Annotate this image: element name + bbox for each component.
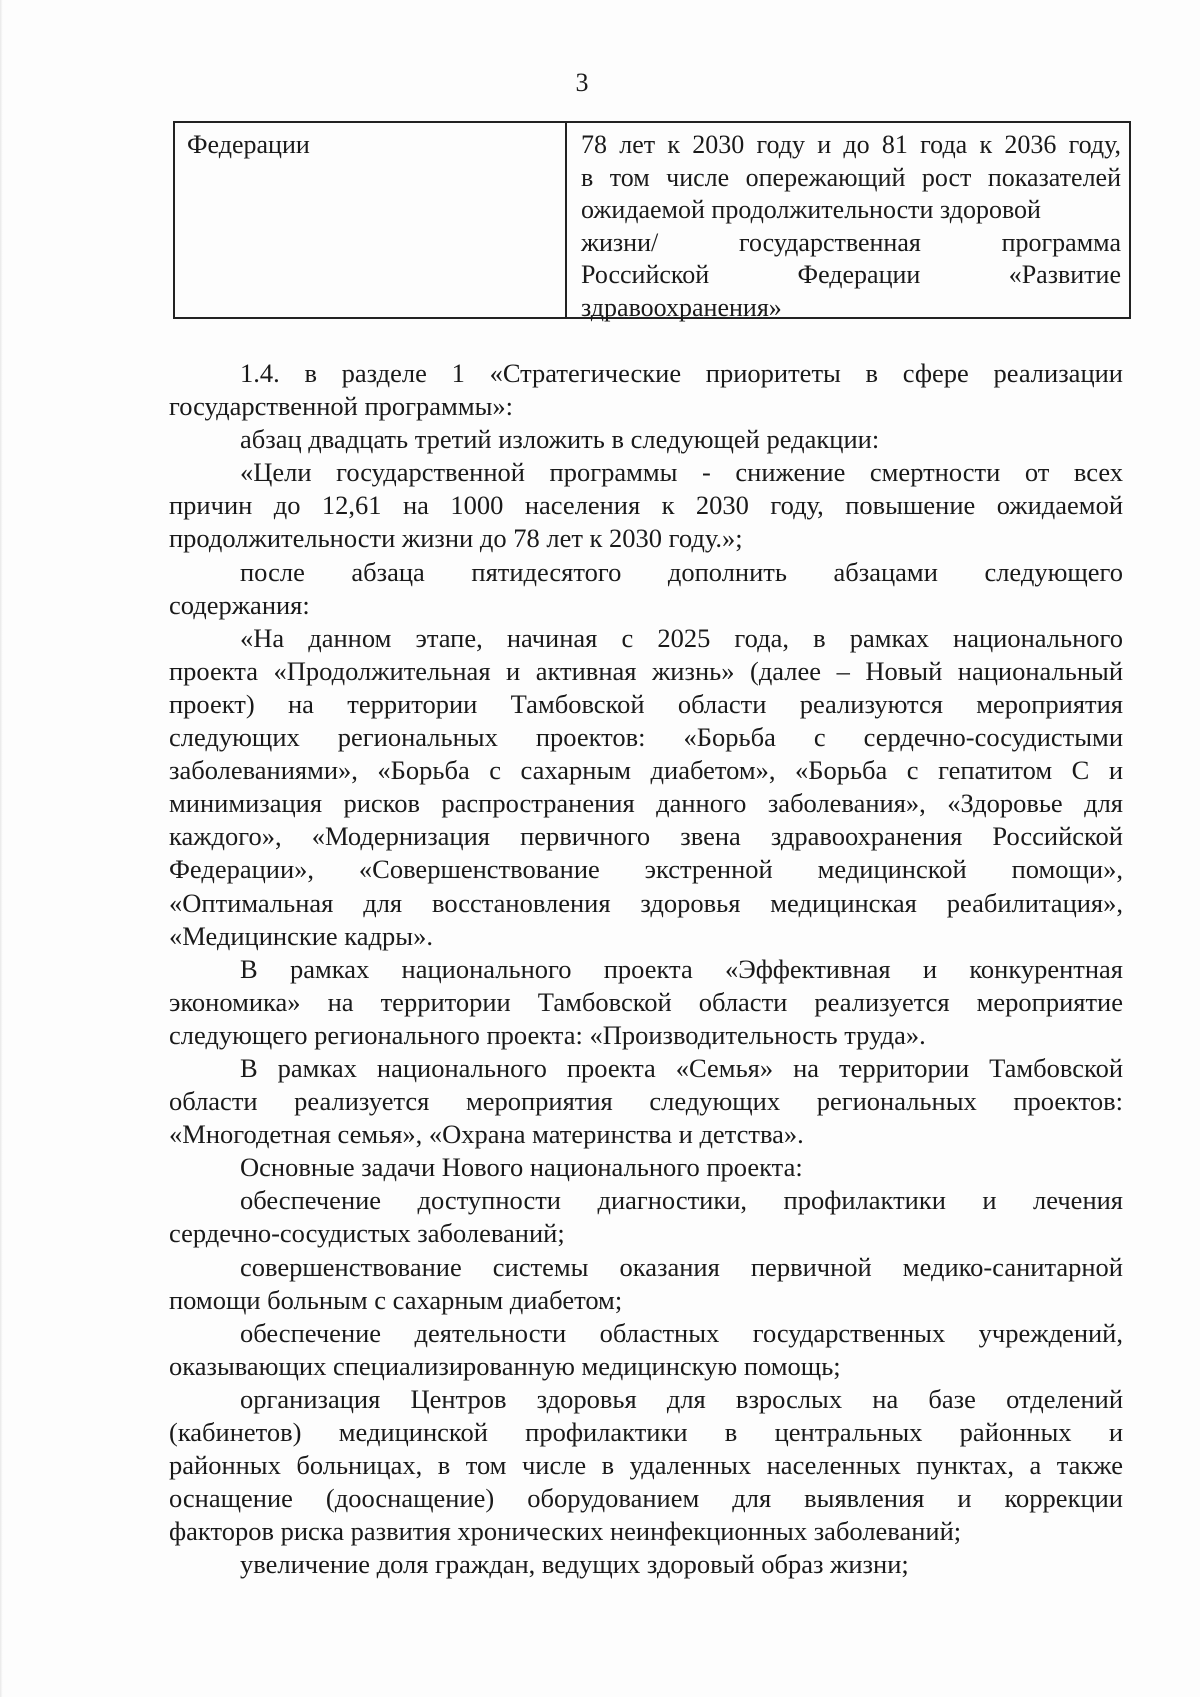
paragraph-line: «Оптимальная для восстановления здоровья медицинская реабилитация», [169, 887, 1123, 918]
paragraph-line: Основные задачи Нового национального проекта: [240, 1152, 803, 1183]
paragraph-line: В рамках национального проекта «Эффективная и конкурентная [240, 953, 1123, 984]
table-line: Российской Федерации «Развитие [581, 260, 1121, 289]
paragraph-line: после абзаца пятидесятого дополнить абзацами следующего [240, 556, 1123, 587]
table-line: жизни/ государственная программа [581, 227, 1121, 257]
table-line: в том числе опережающий рост показателей [581, 162, 1121, 192]
table-line: ожидаемой продолжительности здоровой [581, 195, 1041, 224]
paragraph-line: экономика» на территории Тамбовской области реализуется мероприятие [169, 986, 1123, 1017]
paragraph-line: оказывающих специализированную медицинскую помощь; [169, 1350, 841, 1381]
goals-table [173, 121, 1131, 322]
paragraph-line: проект) на территории Тамбовской области реализуются мероприятия [169, 688, 1123, 719]
paragraph-line: «На данном этапе, начиная с 2025 года, в рамках национального [240, 622, 1123, 653]
paragraph-line: (кабинетов) медицинской профилактики в центральных районных и [169, 1417, 1123, 1447]
page-number: 3 [575, 68, 589, 97]
paragraph-line: организация Центров здоровья для взрослых на базе отделений [240, 1383, 1123, 1414]
paragraph-line: помощи больным с сахарным диабетом; [169, 1284, 623, 1315]
paragraph-line: «Медицинские кадры». [169, 920, 433, 951]
paragraph-line: следующего регионального проекта: «Производительность труда». [169, 1019, 926, 1050]
paragraph-line: содержания: [169, 589, 310, 620]
table-cell-right [567, 123, 1129, 322]
paragraph-line: минимизация рисков распространения данного заболевания», «Здоровье для [169, 788, 1123, 819]
paragraph-line: абзац двадцать третий изложить в следующей редакции: [240, 424, 880, 455]
paragraph-line: оснащение (дооснащение) оборудованием для выявления и коррекции [169, 1483, 1123, 1514]
paragraph-line: государственной программы»: [169, 391, 514, 422]
paragraph-line: следующих региональных проектов: «Борьба с сердечно-сосудистыми [169, 722, 1123, 753]
paragraph-line: увеличение доля граждан, ведущих здоровый образ жизни; [240, 1549, 909, 1580]
paragraph-line: продолжительности жизни до 78 лет к 2030 году.»; [169, 523, 743, 554]
paragraph-line: обеспечение деятельности областных государственных учреждений, [240, 1317, 1123, 1348]
paragraph-line: В рамках национального проекта «Семья» на территории Тамбовской [240, 1052, 1123, 1083]
paragraph-line: области реализуется мероприятия следующих региональных проектов: [169, 1086, 1123, 1117]
paragraph-line: «Многодетная семья», «Охрана материнства и детства». [169, 1119, 804, 1150]
paragraph-line: Федерации», «Совершенствование экстренной медицинской помощи», [169, 854, 1123, 885]
paragraph-line: каждого», «Модернизация первичного звена здравоохранения Российской [169, 821, 1123, 852]
table-cell-left: Федерации [175, 123, 567, 317]
paragraph-line: причин до 12,61 на 1000 населения к 2030 году, повышение ожидаемой [169, 490, 1123, 521]
table-line: здравоохранения» [581, 292, 782, 322]
paragraph-line: районных больницах, в том числе в удаленных населенных пунктах, а также [169, 1450, 1123, 1481]
paragraph-line: сердечно-сосудистых заболеваний; [169, 1218, 565, 1249]
paragraph-line: «Цели государственной программы - снижение смертности от всех [240, 457, 1123, 488]
paragraph-line: факторов риска развития хронических неинфекционных заболеваний; [169, 1516, 962, 1547]
table-line: 78 лет к 2030 году и до 81 года к 2036 году, [581, 130, 1121, 159]
paragraph-line: заболеваниями», «Борьба с сахарным диабетом», «Борьба с гепатитом С и [169, 755, 1123, 786]
document-body [169, 357, 1123, 1581]
paragraph-line: 1.4. в разделе 1 «Стратегические приоритеты в сфере реализации [240, 358, 1123, 388]
paragraph-line: проекта «Продолжительная и активная жизнь» (далее – Новый национальный [169, 655, 1123, 686]
paragraph-line: обеспечение доступности диагностики, профилактики и лечения [240, 1185, 1123, 1216]
paragraph-line: совершенствование системы оказания первичной медико-санитарной [240, 1251, 1123, 1282]
scan-edge [0, 0, 3, 1697]
